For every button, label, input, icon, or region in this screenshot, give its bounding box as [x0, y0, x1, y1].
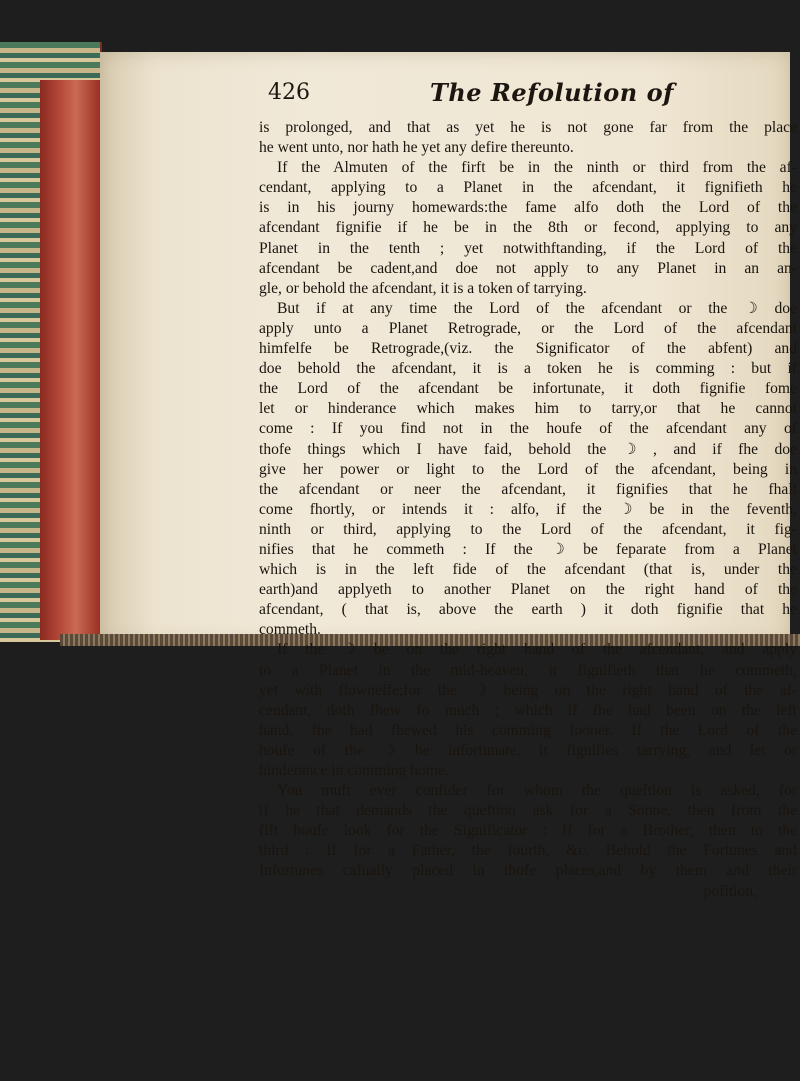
text-line: afcendant, ( that is, above the earth ) it doth fignifie that he [259, 601, 797, 619]
text-line: to a Planet in the mid-heaven, it fignifieth that he commeth, [259, 661, 797, 679]
text-line: You muft ever confider for whom the queftion is asked, for [277, 782, 797, 800]
text-line: he went unto, nor hath he yet any defire thereunto. [259, 139, 574, 157]
catchword: pofition, [703, 882, 757, 900]
text-line: third : If for a Father, the fourth, &c. Behold the Fortunes and [259, 842, 797, 860]
text-line: doe behold the afcendant, it is a token he is comming : but if [259, 360, 797, 378]
text-line: cendant, applying to a Planet in the afcendant, it fignifieth he [259, 179, 797, 197]
text-line: the afcendant or neer the afcendant, it fignifies that he fhall [259, 480, 797, 498]
text-line: Infortunes cafually placed in thofe places,and by them and their [259, 862, 797, 880]
text-line: earth)and applyeth to another Planet on the right hand of the [259, 581, 797, 599]
text-line: gle, or behold the afcendant, it is a token of tarrying. [259, 279, 587, 297]
text-line: is prolonged, and that as yet he is not gone far from the place [259, 119, 797, 136]
text-line: himfelfe be Retrograde,(viz. the Significator of the abfent) and [259, 340, 797, 358]
text-line: the Lord of the afcendant be infortunate, it doth fignifie fome [259, 380, 797, 398]
text-line: hand, fhe had fhewed his comming fooner. If the Lord of the [259, 721, 797, 739]
text-line: nifies that he commeth : If the ☽ be feparate from a Planet [259, 540, 797, 558]
text-line: come fhortly, or intends it : alfo, if the ☽ be in the feventh, [259, 500, 797, 518]
text-line: hinderance in comming home. [259, 762, 449, 779]
text-line: is in his journy homewards:the fame alfo doth the Lord of the [259, 199, 797, 217]
text-line: If the Almuten of the firft be in the ninth or third from the af- [277, 159, 797, 177]
text-line: fift houfe look for the Significator : If for a Brother, then to the [259, 822, 797, 840]
text-line: afcendant be cadent,and doe not apply to any Planet in an an- [259, 259, 797, 277]
text-line: But if at any time the Lord of the afcendant or the ☽ doe [277, 299, 797, 317]
text-line: thofe things which I have faid, behold the ☽ , and if fhe doe [259, 440, 797, 458]
page-number: 426 [268, 80, 310, 105]
text-line: houfe of the ☽ be infortunate, it fignifies tarrying, and let or [259, 741, 797, 759]
text-line: yet with flowneffe;for the ☽ being on the right hand of the af- [259, 681, 797, 699]
text-line: give her power or light to the Lord of the afcendant, being in [259, 460, 797, 478]
text-line: ninth or third, applying to the Lord of the afcendant, it fig- [259, 520, 797, 538]
text-line: If the ☽ be on the right hand of the afcendant, and apply [277, 641, 797, 659]
text-line: let or hinderance which makes him to tarry,or that he cannot [259, 400, 797, 418]
page-header [268, 80, 688, 116]
text-line: come : If you find not in the houfe of the afcendant any of [259, 420, 797, 438]
text-line: afcendant fignifie if he be in the 8th or fecond, applying to any [259, 219, 797, 237]
text-line: if he that demands the queftion ask for a Sonne, then from the [259, 802, 797, 820]
text-line: commeth. [259, 621, 321, 639]
text-line: Planet in the tenth ; yet notwithftanding, if the Lord of the [259, 239, 797, 257]
body-text [259, 118, 797, 902]
text-line: cendant, doth fhew fo much ; which if fhe had been on the left [259, 701, 797, 719]
text-line: which is in the left fide of the afcendant (that is, under the [259, 561, 797, 579]
text-line: apply unto a Planet Retrograde, or the Lord of the afcendant [259, 319, 797, 337]
book-red-edge [40, 80, 100, 640]
running-title: The Refolution of [430, 78, 674, 107]
